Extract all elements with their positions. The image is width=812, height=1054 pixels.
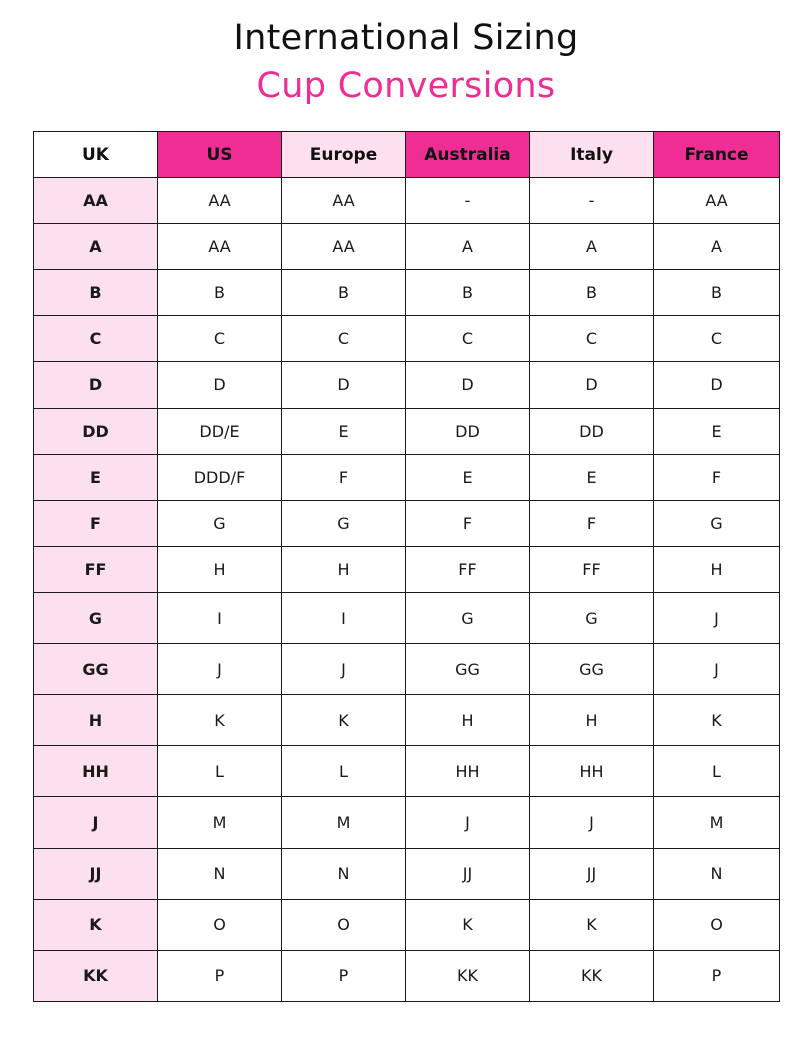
size-cell-france: G <box>654 500 780 546</box>
uk-size-cell: E <box>34 454 158 500</box>
size-cell-us: O <box>158 899 282 950</box>
size-cell-italy: F <box>530 500 654 546</box>
table-row <box>34 746 780 797</box>
uk-size-cell: D <box>34 362 158 408</box>
uk-size-cell: G <box>34 592 158 643</box>
size-cell-australia: K <box>406 899 530 950</box>
size-cell-france: E <box>654 408 780 454</box>
uk-size-cell: J <box>34 797 158 848</box>
size-cell-italy: B <box>530 270 654 316</box>
table-row <box>34 316 780 362</box>
size-cell-us: G <box>158 500 282 546</box>
uk-size-cell: H <box>34 695 158 746</box>
size-cell-europe: P <box>282 950 406 1001</box>
size-cell-europe: B <box>282 270 406 316</box>
size-cell-europe: I <box>282 592 406 643</box>
size-cell-us: H <box>158 546 282 592</box>
table-row <box>34 546 780 592</box>
table-row <box>34 500 780 546</box>
size-cell-europe: C <box>282 316 406 362</box>
size-cell-italy: GG <box>530 644 654 695</box>
table-row <box>34 178 780 224</box>
column-header-uk: UK <box>34 132 158 178</box>
size-cell-italy: G <box>530 592 654 643</box>
size-cell-france: B <box>654 270 780 316</box>
uk-size-cell: K <box>34 899 158 950</box>
header-row <box>34 132 780 178</box>
size-cell-australia: C <box>406 316 530 362</box>
size-cell-australia: HH <box>406 746 530 797</box>
size-cell-australia: JJ <box>406 848 530 899</box>
size-cell-us: D <box>158 362 282 408</box>
size-cell-us: K <box>158 695 282 746</box>
size-cell-europe: D <box>282 362 406 408</box>
size-cell-australia: J <box>406 797 530 848</box>
table-header <box>34 132 780 178</box>
size-cell-italy: C <box>530 316 654 362</box>
size-cell-italy: K <box>530 899 654 950</box>
column-header-france: France <box>654 132 780 178</box>
size-cell-italy: D <box>530 362 654 408</box>
uk-size-cell: KK <box>34 950 158 1001</box>
size-cell-australia: A <box>406 224 530 270</box>
size-cell-france: P <box>654 950 780 1001</box>
size-cell-europe: H <box>282 546 406 592</box>
size-cell-europe: F <box>282 454 406 500</box>
size-cell-europe: J <box>282 644 406 695</box>
size-cell-europe: L <box>282 746 406 797</box>
table-row <box>34 797 780 848</box>
size-cell-france: M <box>654 797 780 848</box>
uk-size-cell: GG <box>34 644 158 695</box>
size-cell-us: M <box>158 797 282 848</box>
size-cell-italy: A <box>530 224 654 270</box>
table-row <box>34 270 780 316</box>
size-cell-us: N <box>158 848 282 899</box>
size-cell-us: DD/E <box>158 408 282 454</box>
size-cell-us: I <box>158 592 282 643</box>
column-header-italy: Italy <box>530 132 654 178</box>
uk-size-cell: B <box>34 270 158 316</box>
size-cell-us: DDD/F <box>158 454 282 500</box>
column-header-us: US <box>158 132 282 178</box>
size-cell-italy: DD <box>530 408 654 454</box>
size-cell-france: H <box>654 546 780 592</box>
uk-size-cell: F <box>34 500 158 546</box>
size-cell-us: J <box>158 644 282 695</box>
size-cell-france: J <box>654 644 780 695</box>
table-row <box>34 899 780 950</box>
table-row <box>34 454 780 500</box>
size-cell-italy: FF <box>530 546 654 592</box>
size-cell-europe: G <box>282 500 406 546</box>
size-cell-france: A <box>654 224 780 270</box>
table-row <box>34 644 780 695</box>
column-header-australia: Australia <box>406 132 530 178</box>
size-cell-italy: E <box>530 454 654 500</box>
size-cell-us: AA <box>158 224 282 270</box>
size-cell-australia: H <box>406 695 530 746</box>
size-cell-australia: DD <box>406 408 530 454</box>
size-cell-europe: E <box>282 408 406 454</box>
size-cell-europe: O <box>282 899 406 950</box>
size-cell-australia: D <box>406 362 530 408</box>
size-cell-italy: HH <box>530 746 654 797</box>
column-header-europe: Europe <box>282 132 406 178</box>
size-cell-europe: AA <box>282 224 406 270</box>
size-cell-australia: F <box>406 500 530 546</box>
size-cell-australia: KK <box>406 950 530 1001</box>
uk-size-cell: A <box>34 224 158 270</box>
size-cell-italy: H <box>530 695 654 746</box>
uk-size-cell: HH <box>34 746 158 797</box>
size-cell-france: K <box>654 695 780 746</box>
size-cell-us: AA <box>158 178 282 224</box>
size-cell-france: C <box>654 316 780 362</box>
size-cell-france: J <box>654 592 780 643</box>
uk-size-cell: FF <box>34 546 158 592</box>
size-cell-italy: KK <box>530 950 654 1001</box>
size-cell-australia: - <box>406 178 530 224</box>
size-cell-europe: N <box>282 848 406 899</box>
size-cell-us: C <box>158 316 282 362</box>
page-subtitle: Cup Conversions <box>256 66 556 106</box>
cup-conversion-table <box>33 131 780 1002</box>
size-cell-europe: AA <box>282 178 406 224</box>
table-row <box>34 362 780 408</box>
uk-size-cell: JJ <box>34 848 158 899</box>
size-cell-europe: K <box>282 695 406 746</box>
size-cell-italy: - <box>530 178 654 224</box>
size-cell-australia: GG <box>406 644 530 695</box>
size-cell-us: P <box>158 950 282 1001</box>
size-cell-europe: M <box>282 797 406 848</box>
size-cell-us: B <box>158 270 282 316</box>
table-row <box>34 848 780 899</box>
size-cell-australia: G <box>406 592 530 643</box>
size-cell-italy: JJ <box>530 848 654 899</box>
size-cell-france: AA <box>654 178 780 224</box>
page-title: International Sizing <box>233 18 579 58</box>
table-row <box>34 950 780 1001</box>
size-cell-france: N <box>654 848 780 899</box>
size-cell-australia: E <box>406 454 530 500</box>
table-row <box>34 224 780 270</box>
uk-size-cell: C <box>34 316 158 362</box>
size-cell-france: L <box>654 746 780 797</box>
size-cell-italy: J <box>530 797 654 848</box>
table-row <box>34 695 780 746</box>
size-cell-france: O <box>654 899 780 950</box>
table-row <box>34 592 780 643</box>
size-cell-australia: B <box>406 270 530 316</box>
uk-size-cell: AA <box>34 178 158 224</box>
size-cell-australia: FF <box>406 546 530 592</box>
size-cell-france: D <box>654 362 780 408</box>
uk-size-cell: DD <box>34 408 158 454</box>
table-body <box>34 178 780 1002</box>
table-row <box>34 408 780 454</box>
size-cell-us: L <box>158 746 282 797</box>
size-cell-france: F <box>654 454 780 500</box>
